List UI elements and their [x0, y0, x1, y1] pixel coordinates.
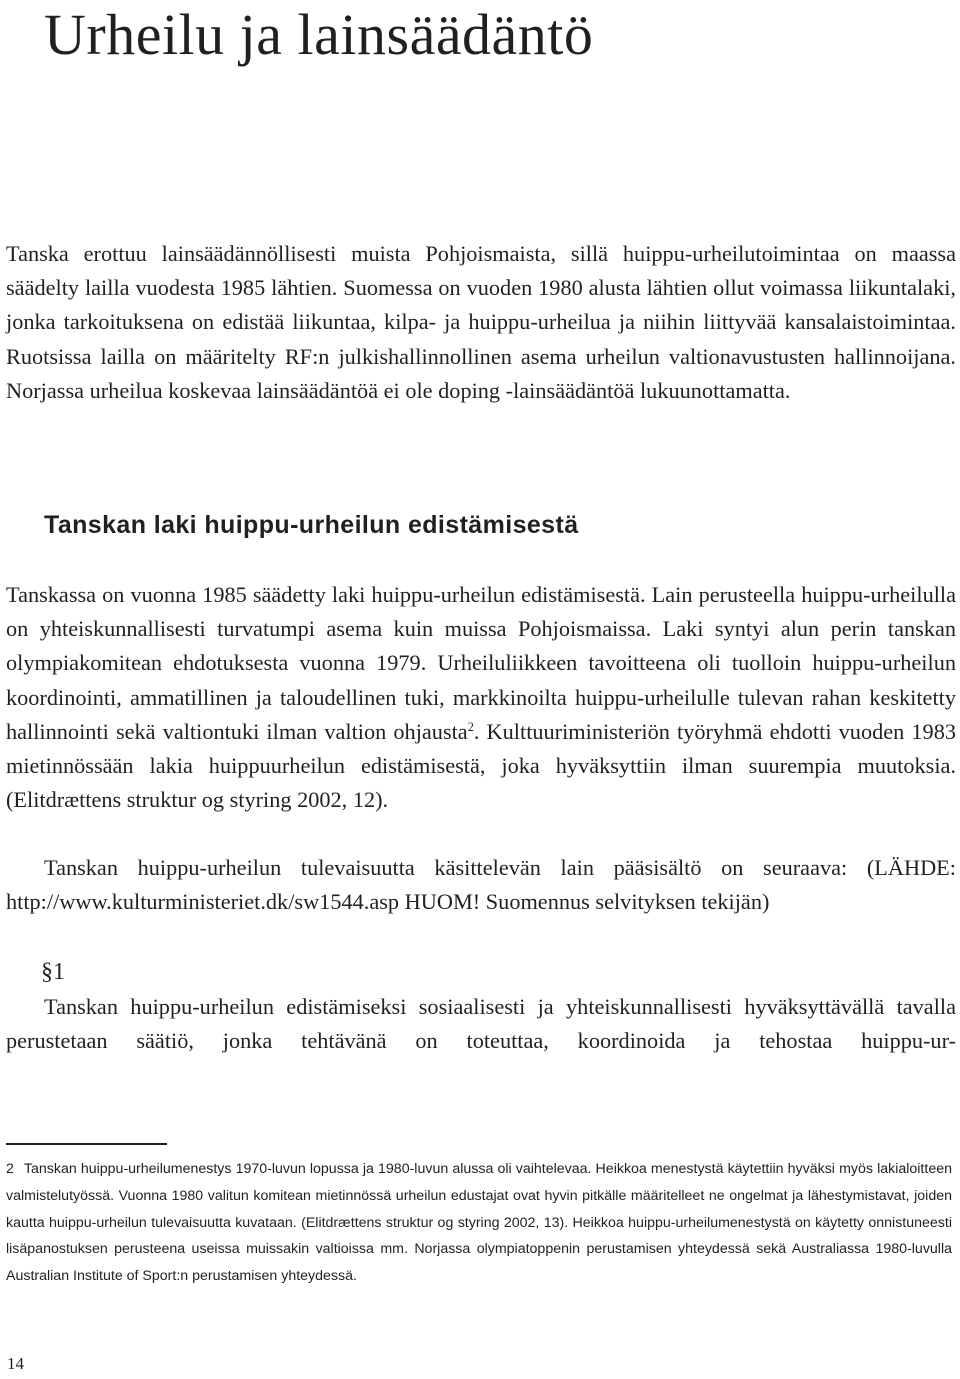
intro-paragraph: Tanska erottuu lainsäädännöllisesti muista Pohjoismaista, sillä huippu-urheilutoimintaa on maassa säädelty lailla vuodesta 1985 lähtien. Suomessa on vuoden 1980 alusta lähtien ollut voimassa liikuntalaki, jonka tarkoituksena on edistää liikuntaa, kilpa- ja huippu-urheilua ja niihin liittyvää kansalaistoimintaa. Ruotsissa lailla on määritelty RF:n julkishallinnollinen asema urheilun valtionavustusten hallinnoijana. Norjassa urheilua koskevaa lainsäädäntöä ei ole doping -lainsäädäntöä lukuunottamatta. [6, 241, 956, 403]
page-title: Urheilu ja lainsäädäntö [44, 2, 594, 67]
section-heading: Tanskan laki huippu-urheilun edistämisestä [44, 511, 579, 539]
footnote-divider [6, 1143, 167, 1145]
content-paragraph-block [6, 851, 956, 919]
page-number: 14 [7, 1354, 24, 1373]
section-paragraph-text-continued: . Kulttuuriministeriön työryhmä ehdotti vuoden 1983 mietinnössään lakia huippuurheilun edistämisestä, joka hyväksyttiin ilman suurempia muutoksia. (Elitdrættens struktur og styring 2002, 12). [6, 718, 957, 813]
paragraph-1: Tanskan huippu-urheilun edistämiseksi sosiaalisesti ja yhteiskunnallisesti hyväksyttävällä tavalla perustetaan säätiö, jonka tehtävänä on toteuttaa, koordinoida ja tehostaa huippu-ur- [6, 994, 956, 1054]
paragraph-1-block [6, 990, 956, 1058]
footnote-number: 2 [6, 1161, 14, 1177]
section-paragraph-text: Tanskassa on vuonna 1985 säädetty laki huippu-urheilun edistämisestä. Lain perusteella huippu-urheilulla on yhteiskunnallisesti turvatumpi asema kuin muissa Pohjoismaissa. Laki syntyi alun perin tanskan olympiakomitean ehdotuksesta vuonna 1979. Urheiluliikkeen tavoitteena oli tuolloin huippu-urheilun koordinointi, ammatillinen ja taloudellinen tuki, markkinoilta huippu-urheilulle tulevan rahan keskitetty hallinnointi sekä valtiontuki ilman valtion ohjausta [6, 582, 956, 744]
footnote-text: Tanskan huippu-urheilumenestys 1970-luvun lopussa ja 1980-luvun alussa oli vaihtelevaa. Heikkoa menestystä käytettiin hyväksi myös lakialoitteen valmistelutyössä. Vuonna 1980 valitun komitean mietinnössä urheilun edustajat ovat hyvin pitkälle määritelleet ne ongelmat ja lähestymistavat, joiden kautta huippu-urheilun tulevaisuutta kuvataan. (Elitdrættens struktur og styring 2002, 13). Heikkoa huippu-urheilumenestystä on käytetty onnistuneesti lisäpanostuksen perusteena useissa muissakin valtioissa mm. Norjassa olympiatoppenin perustamisen yhteydessä sekä Australiassa 1980-luvulla Australian Institute of Sport:n perustamisen yhteydessä. [6, 1161, 952, 1285]
section-paragraph [6, 578, 956, 817]
footnote-reference: 2 [467, 719, 474, 734]
section-mark: §1 [41, 959, 65, 985]
content-paragraph: Tanskan huippu-urheilun tulevaisuutta käsittelevän lain pääsisältö on seuraava: (LÄHDE: http://www.kulturministeriet.dk/sw1544.asp HUOM! Suomennus selvityksen tekijän) [6, 855, 956, 915]
footnote [6, 1156, 952, 1290]
